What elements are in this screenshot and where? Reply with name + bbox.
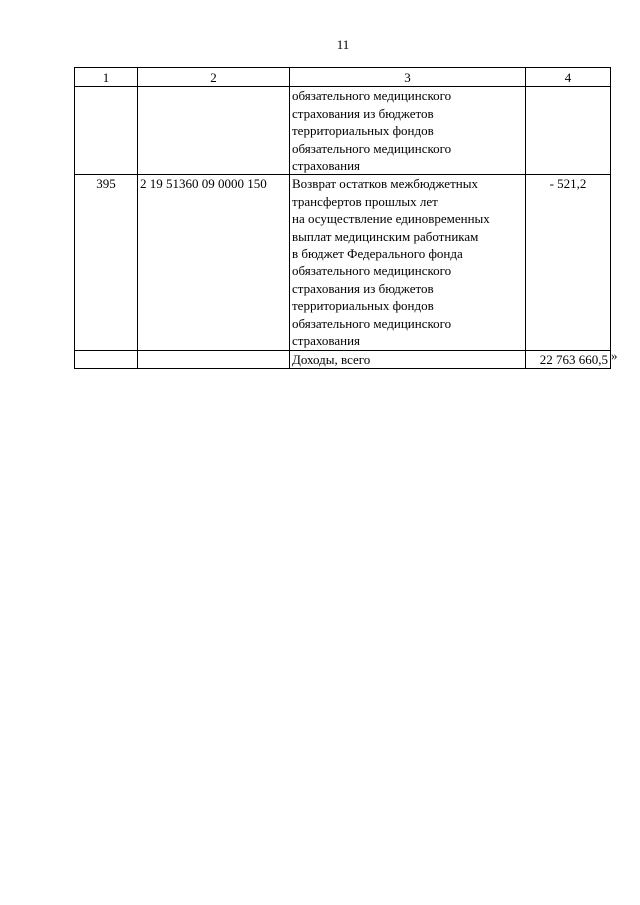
column-header-4: 4 — [526, 68, 611, 87]
empty-cell — [138, 350, 290, 368]
column-header-2: 2 — [138, 68, 290, 87]
total-row — [75, 350, 611, 368]
column-number-header-row — [75, 68, 611, 87]
revenue-name-cell: Возврат остатков межбюджетных трансфертов прошлых лет на осуществление единовременных выплат медицинским работникам в бюджет Федерального фонда обязательного медицинского страхования из бюджетов территориальных фондов обязательного медицинского страхования — [290, 175, 526, 350]
table-row — [75, 175, 611, 350]
page-number: 11 — [336, 37, 350, 52]
column-header-1: 1 — [75, 68, 138, 87]
closing-quote-mark: » — [611, 348, 618, 363]
amount-cell: - 521,2 — [526, 175, 611, 350]
revenue-table — [74, 67, 611, 369]
budget-code-cell: 2 19 51360 09 0000 150 — [138, 175, 290, 350]
row-number-cell: 395 — [75, 175, 138, 350]
total-amount-cell: 22 763 660,5 — [526, 350, 611, 368]
table-row — [75, 87, 611, 175]
budget-code-cell — [138, 87, 290, 175]
row-number-cell — [75, 87, 138, 175]
empty-cell — [75, 350, 138, 368]
column-header-3: 3 — [290, 68, 526, 87]
total-label-cell: Доходы, всего — [290, 350, 526, 368]
amount-cell — [526, 87, 611, 175]
revenue-name-cell: обязательного медицинского страхования из бюджетов территориальных фондов обязательного медицинского страхования — [290, 87, 526, 175]
